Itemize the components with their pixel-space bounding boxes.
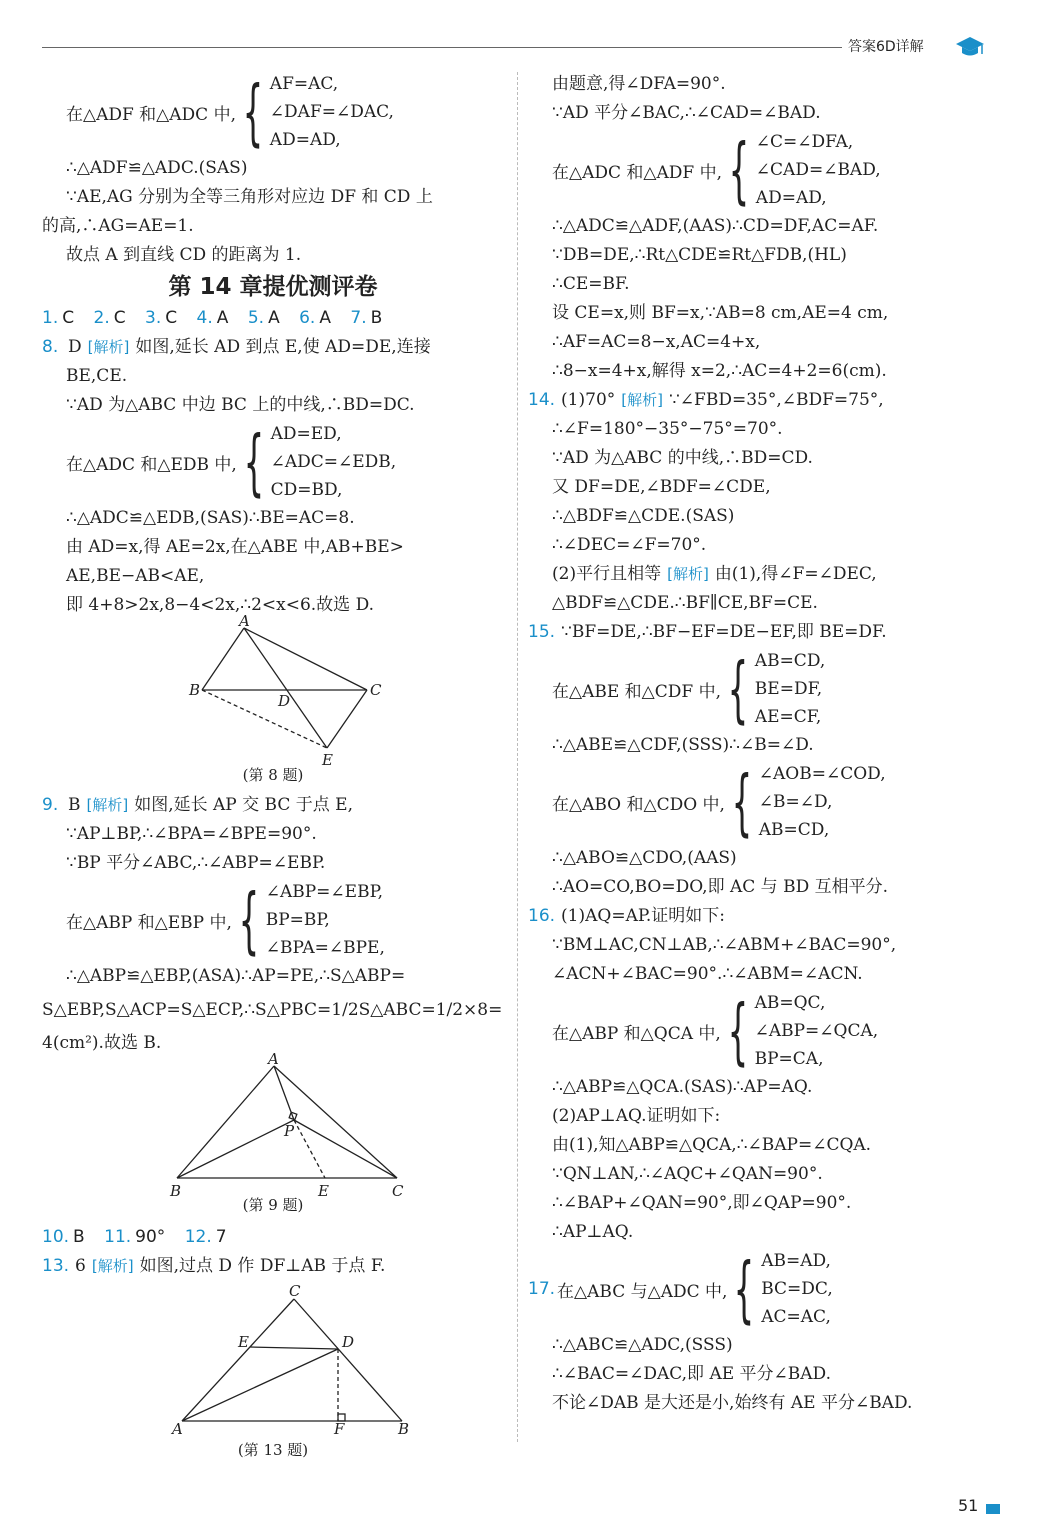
label-B: B <box>398 1420 410 1438</box>
header-title: 答案6D详解 <box>848 39 924 55</box>
equation-system: 在△ABO 和△CDO 中, { ∠AOB=∠COD, ∠B=∠D, AB=CD, <box>552 760 886 844</box>
question-15: 15. ∵BF=DE,∴BF−EF=DE−EF,即 BE=DF. <box>528 622 887 642</box>
chapter-title: 第 14 章提优测评卷 <box>168 274 378 300</box>
page-number-accent <box>986 1504 1000 1514</box>
answer-row: 10. B 11. 90° 12. 7 <box>42 1227 227 1247</box>
text-line: 故点 A 到直线 CD 的距离为 1. <box>66 245 302 265</box>
text-line: ∴△ADF≌△ADC.(SAS) <box>66 158 248 178</box>
label-D: D <box>278 692 291 710</box>
text-line: ∵AE,AG 分别为全等三角形对应边 DF 和 CD 上 <box>66 187 433 207</box>
figure-q9 <box>42 1050 504 1208</box>
question-9: 9. B [解析] 如图,延长 AP 交 BC 于点 E, <box>42 795 353 815</box>
label-A: A <box>268 1050 279 1068</box>
label-C: C <box>392 1182 404 1200</box>
label-C: C <box>289 1282 301 1300</box>
answer-row: 1. C 2. C 3. C 4. A 5. A 6. A 7. B <box>42 308 383 328</box>
question-8: 8. D [解析] 如图,延长 AD 到点 E,使 AD=DE,连接 <box>42 337 431 357</box>
equation-system: 在△ABP 和△QCA 中, { AB=QC, ∠ABP=∠QCA, BP=CA, <box>552 989 879 1073</box>
text-line: 的高,∴AG=AE=1. <box>42 216 194 236</box>
left-column: 在△ADF 和△ADC 中, { AF=AC, ∠DAF=∠DAC, AD=AD, ∴△ADF≌△ADC.(SAS) ∵AE,AG 分别为全等三角形对应边 DF 和 CD 上 的高,∴AG=AE=1. 故点 A 到直线 CD 的距离为 1. 第 14 章提优测评卷 1. C 2. C 3. C 4. A 5. A 6. A 7. B 8. D [解析] 如图,延长 AD 到点 E,使 AD=DE,连接 BE,CE. ∵AD 为△ABC 中边 BC 上的中线,∴BD=DC. 在△ADC 和△EDB 中, { AD=ED, ∠ADC=∠EDB, CD=BD, ∴△ADC≌△EDB,(SAS)∴BE=AC=8. 由 AD=x,得 AE=2x,在△ABE 中,AB+BE> AE,BE−AB<AE, 即 4+8>2x,8−4<2x,∴2<x<6.故选 D. A B D C E (第 8 题) 9. B [解析] 如图,延长 AP 交 BC 于点 E, ∵AP⊥BP,∴∠BPA=∠BPE=90°. ∵BP 平分∠ABC,∴∠ABP=∠EBP. 在△ABP 和△EBP 中, { ∠ABP=∠EBP, BP=BP, ∠BPA=∠BPE, ∴△ABP≌△EBP,(ASA)∴AP=PE,∴S△ABP= S△EBP,S△ACP=S△ECP,∴S△PBC=1/2S△ABC=1/2×8= 4(cm²).故选 B. A P B E C (第 9 题) 10. B 11. 90° 12. 7 13. 6 [解析] 如图,过点 D 作 DF⊥AB 于点 F. C E D A F B (第 13 题) <box>42 70 503 1459</box>
header-rule <box>42 47 842 48</box>
label-D: D <box>342 1333 355 1351</box>
question-13: 13. 6 [解析] 如图,过点 D 作 DF⊥AB 于点 F. <box>42 1256 386 1276</box>
equation-system: 在△ABP 和△EBP 中, { ∠ABP=∠EBP, BP=BP, ∠BPA=∠BPE, <box>66 878 385 962</box>
question-17: 17. 在△ABC 与△ADC 中, { AB=AD, BC=DC, AC=AC, <box>528 1247 833 1331</box>
label-E: E <box>238 1333 249 1351</box>
figure-q13 <box>42 1281 504 1438</box>
question-14: 14. (1)70° [解析] ∵∠FBD=35°,∠BDF=75°, <box>528 390 884 410</box>
right-column: 由题意,得∠DFA=90°. ∵AD 平分∠BAC,∴∠CAD=∠BAD. 在△ADC 和△ADF 中, { ∠C=∠DFA, ∠CAD=∠BAD, AD=AD, ∴△ADC≌△ADF,(AAS)∴CD=DF,AC=AF. ∵DB=DE,∴Rt△CDE≌Rt△FDB,(HL) ∴CE=BF. 设 CE=x,则 BF=x,∵AB=8 cm,AE=4 cm, ∴AF=AC=8−x,AC=4+x, ∴8−x=4+x,解得 x=2,∴AC=4+2=6(cm). 14. (1)70° [解析] ∵∠FBD=35°,∠BDF=75°, ∴∠F=180°−35°−75°=70°. ∵AD 为△ABC 的中线,∴BD=CD. 又 DF=DE,∠BDF=∠CDE, ∴△BDF≌△CDE.(SAS) ∴∠DEC=∠F=70°. (2)平行且相等 [解析] 由(1),得∠F=∠DEC, △BDF≌△CDE.∴BF∥CE,BF=CE. 15. ∵BF=DE,∴BF−EF=DE−EF,即 BE=DF. 在△ABE 和△CDF 中, { AB=CD, BE=DF, AE=CF, ∴△ABE≌△CDF,(SSS)∴∠B=∠D. 在△ABO 和△CDO 中, { ∠AOB=∠COD, ∠B=∠D, AB=CD, ∴△ABO≌△CDO,(AAS) ∴AO=CO,BO=DO,即 AC 与 BD 互相平分. 16. (1)AQ=AP.证明如下: ∵BM⊥AC,CN⊥AB,∴∠ABM+∠BAC=90°, ∠ACN+∠BAC=90°.∴∠ABM=∠ACN. 在△ABP 和△QCA 中, { AB=QC, ∠ABP=∠QCA, BP=CA, ∴△ABP≌△QCA.(SAS)∴AP=AQ. (2)AP⊥AQ.证明如下: 由(1),知△ABP≌△QCA,∴∠BAP=∠CQA. ∵QN⊥AN,∴∠AQC+∠QAN=90°. ∴∠BAP+∠QAN=90°,即∠QAP=90°. ∴AP⊥AQ. 17. 在△ABC 与△ADC 中, { AB=AD, BC=DC, AC=AC, ∴△ABC≌△ADC,(SSS) ∴∠BAC=∠DAC,即 AE 平分∠BAD. 不论∠DAB 是大还是小,始终有 AE 平分∠BAD. <box>528 70 990 1418</box>
equation-system: 在△ADC 和△EDB 中, { AD=ED, ∠ADC=∠EDB, CD=BD, <box>66 420 397 504</box>
brace: { <box>242 70 264 154</box>
equation-system: 在△ADF 和△ADC 中, { AF=AC, ∠DAF=∠DAC, AD=AD, <box>66 70 394 154</box>
equation-system: 在△ABE 和△CDF 中, { AB=CD, BE=DF, AE=CF, <box>552 647 826 731</box>
figure-caption: (第 13 题) <box>237 1441 309 1459</box>
page-number: 51 <box>958 1496 979 1515</box>
label-B: B <box>170 1182 182 1200</box>
label-C: C <box>370 681 382 699</box>
graduation-cap-icon <box>955 34 985 58</box>
label-A: A <box>172 1420 183 1438</box>
label-P: P <box>284 1122 295 1140</box>
label-F: F <box>334 1420 345 1438</box>
figure-caption: (第 9 题) <box>242 1196 304 1214</box>
label-B: B <box>189 681 201 699</box>
figure-caption: (第 8 题) <box>242 766 304 784</box>
question-16: 16. (1)AQ=AP.证明如下: <box>528 906 725 926</box>
label-E: E <box>318 1182 329 1200</box>
label-A: A <box>239 612 250 630</box>
column-separator <box>517 72 518 1442</box>
label-E: E <box>322 751 333 769</box>
figure-q8 <box>42 612 504 770</box>
equation-system: 在△ADC 和△ADF 中, { ∠C=∠DFA, ∠CAD=∠BAD, AD=AD, <box>552 128 881 212</box>
